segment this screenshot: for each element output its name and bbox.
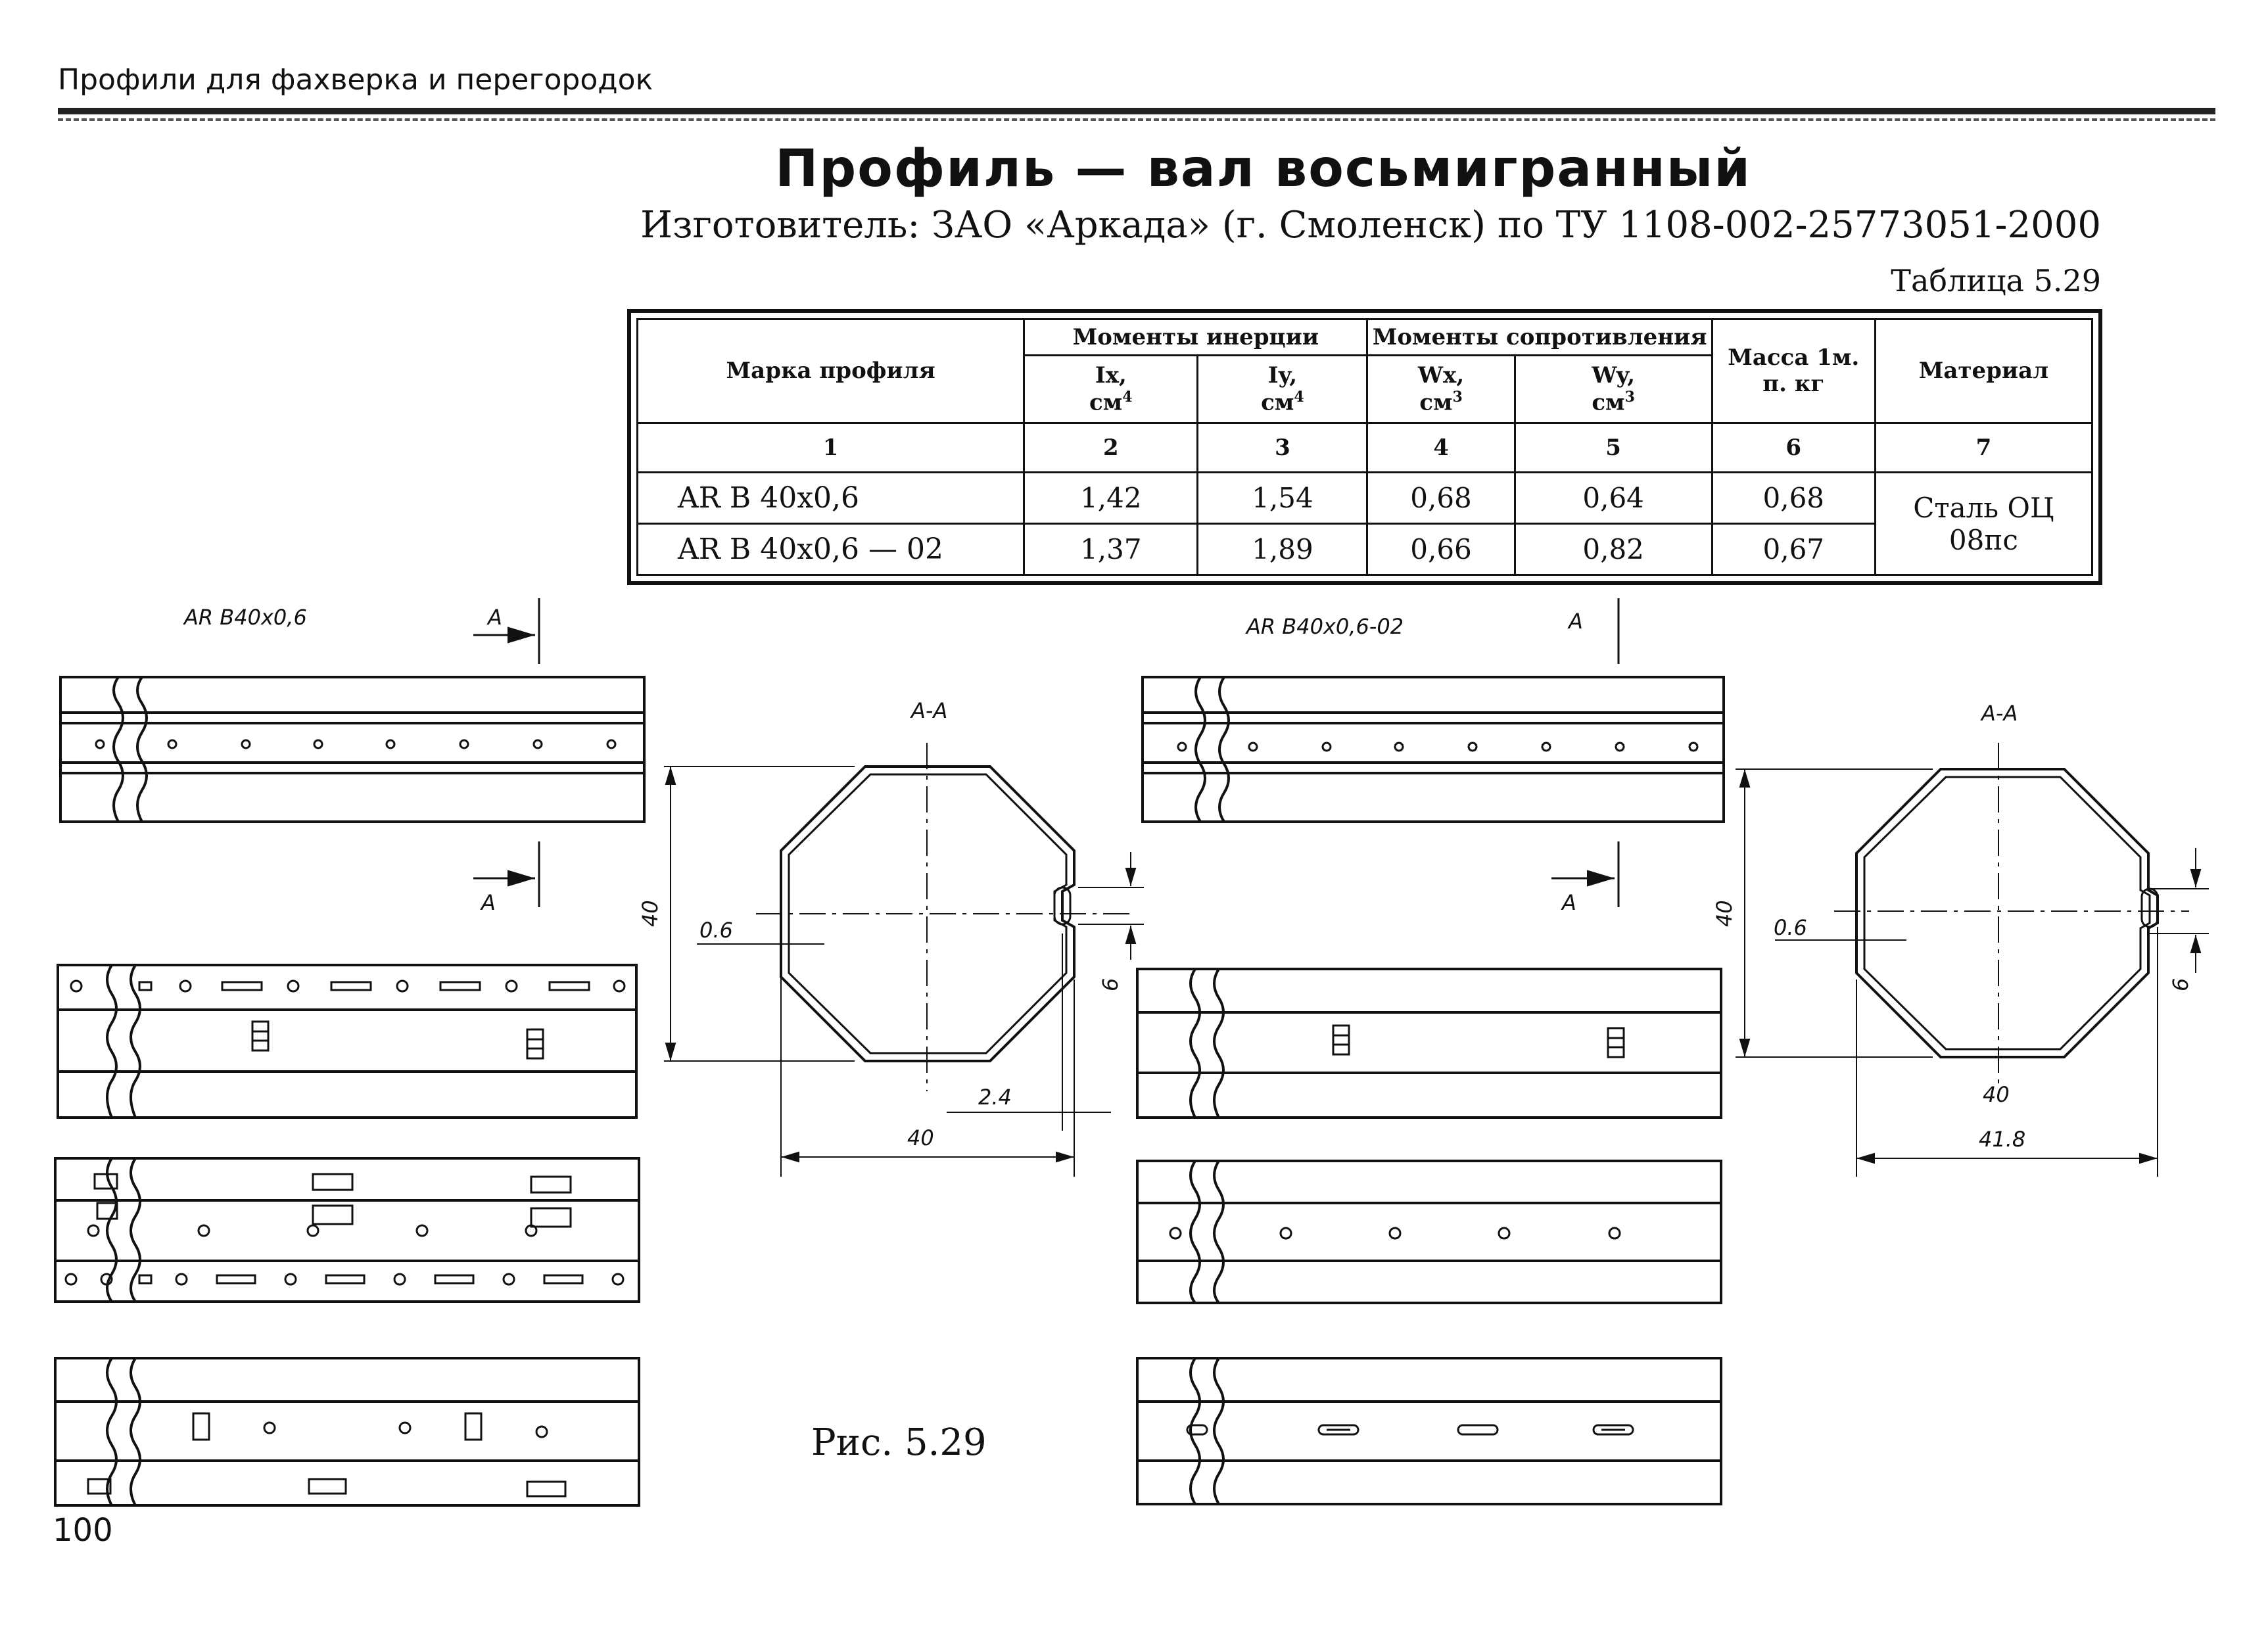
left-profile-top-view bbox=[60, 677, 644, 822]
cell-wx: 0,66 bbox=[1367, 524, 1515, 575]
cell-wy: 0,64 bbox=[1515, 473, 1712, 524]
left-profile-view-2 bbox=[58, 965, 636, 1118]
col-num: 7 bbox=[1875, 423, 2092, 473]
col-iy-header: Iy, $см^4$ bbox=[1198, 355, 1367, 423]
cell-mark: AR B 40x0,6 — 02 bbox=[638, 524, 1024, 575]
cell-iy: 1,54 bbox=[1198, 473, 1367, 524]
dim-left-offset: 2.4 bbox=[978, 1085, 1012, 1110]
section-title-left: A-A bbox=[911, 698, 948, 723]
cell-mark: AR B 40x0,6 bbox=[638, 473, 1024, 524]
group-resist-header: Моменты сопротивления bbox=[1367, 319, 1712, 356]
section-mark-left-bottom: A bbox=[481, 890, 496, 915]
right-profile-top-view bbox=[1143, 677, 1724, 822]
page-number: 100 bbox=[53, 1512, 113, 1549]
col-mark-header: Марка профиля bbox=[638, 319, 1024, 423]
group-inertia-header: Моменты инерции bbox=[1024, 319, 1367, 356]
cell-ix: 1,37 bbox=[1024, 524, 1198, 575]
col-mass-header: Масса 1м. п. кг bbox=[1712, 319, 1875, 423]
section-mark-left-top: A bbox=[488, 605, 502, 630]
cell-iy: 1,89 bbox=[1198, 524, 1367, 575]
col-material-header: Материал bbox=[1875, 319, 2092, 423]
dim-right-lock: 6 bbox=[2168, 978, 2193, 991]
right-octagon-section bbox=[1736, 743, 2209, 1177]
section-mark-right-top: A bbox=[1569, 609, 1583, 634]
cell-mass: 0,67 bbox=[1712, 524, 1875, 575]
col-num: 4 bbox=[1367, 423, 1515, 473]
manufacturer-line: Изготовитель: ЗАО «Аркада» (г. Смоленск) по ТУ 1108-002-25773051-2000 bbox=[640, 204, 2101, 247]
cell-ix: 1,42 bbox=[1024, 473, 1198, 524]
cell-wy: 0,82 bbox=[1515, 524, 1712, 575]
dim-left-height: 40 bbox=[638, 900, 663, 927]
left-profile-label: AR B40x0,6 bbox=[184, 605, 307, 630]
right-profile-label: AR B40x0,6-02 bbox=[1246, 614, 1404, 639]
cell-mass: 0,68 bbox=[1712, 473, 1875, 524]
col-num: 2 bbox=[1024, 423, 1198, 473]
cell-material: Сталь ОЦ 08пс bbox=[1875, 473, 2092, 575]
col-num: 1 bbox=[638, 423, 1024, 473]
right-profile-view-4 bbox=[1137, 1358, 1721, 1504]
cell-wx: 0,68 bbox=[1367, 473, 1515, 524]
left-octagon-section bbox=[664, 743, 1144, 1177]
figure-caption: Рис. 5.29 bbox=[811, 1421, 987, 1464]
dim-left-width: 40 bbox=[907, 1125, 934, 1150]
dim-right-inner-width: 40 bbox=[1983, 1082, 2010, 1107]
left-profile-view-3 bbox=[55, 1158, 639, 1302]
section-mark-right-bottom: A bbox=[1562, 890, 1576, 915]
dim-right-height: 40 bbox=[1712, 900, 1737, 927]
section-header: Профили для фахверка и перегородок bbox=[58, 63, 653, 97]
left-profile-view-4 bbox=[55, 1358, 639, 1505]
right-profile-view-3 bbox=[1137, 1161, 1721, 1303]
col-num: 5 bbox=[1515, 423, 1712, 473]
col-num: 3 bbox=[1198, 423, 1367, 473]
dim-right-thickness: 0.6 bbox=[1774, 915, 1807, 940]
section-title-right: A-A bbox=[1981, 701, 2018, 726]
dim-left-lock: 6 bbox=[1098, 978, 1123, 991]
col-wx-header: Wx, $см^3$ bbox=[1367, 355, 1515, 423]
right-profile-view-2 bbox=[1137, 969, 1721, 1118]
col-ix-header: Ix, $см^4$ bbox=[1024, 355, 1198, 423]
col-wy-header: Wy, $см^3$ bbox=[1515, 355, 1712, 423]
page-title: Профиль — вал восьмигранный bbox=[775, 139, 1751, 199]
table-number: Таблица 5.29 bbox=[1891, 263, 2101, 298]
dim-right-width: 41.8 bbox=[1979, 1127, 2026, 1152]
dim-left-thickness: 0.6 bbox=[699, 918, 733, 943]
col-num: 6 bbox=[1712, 423, 1875, 473]
